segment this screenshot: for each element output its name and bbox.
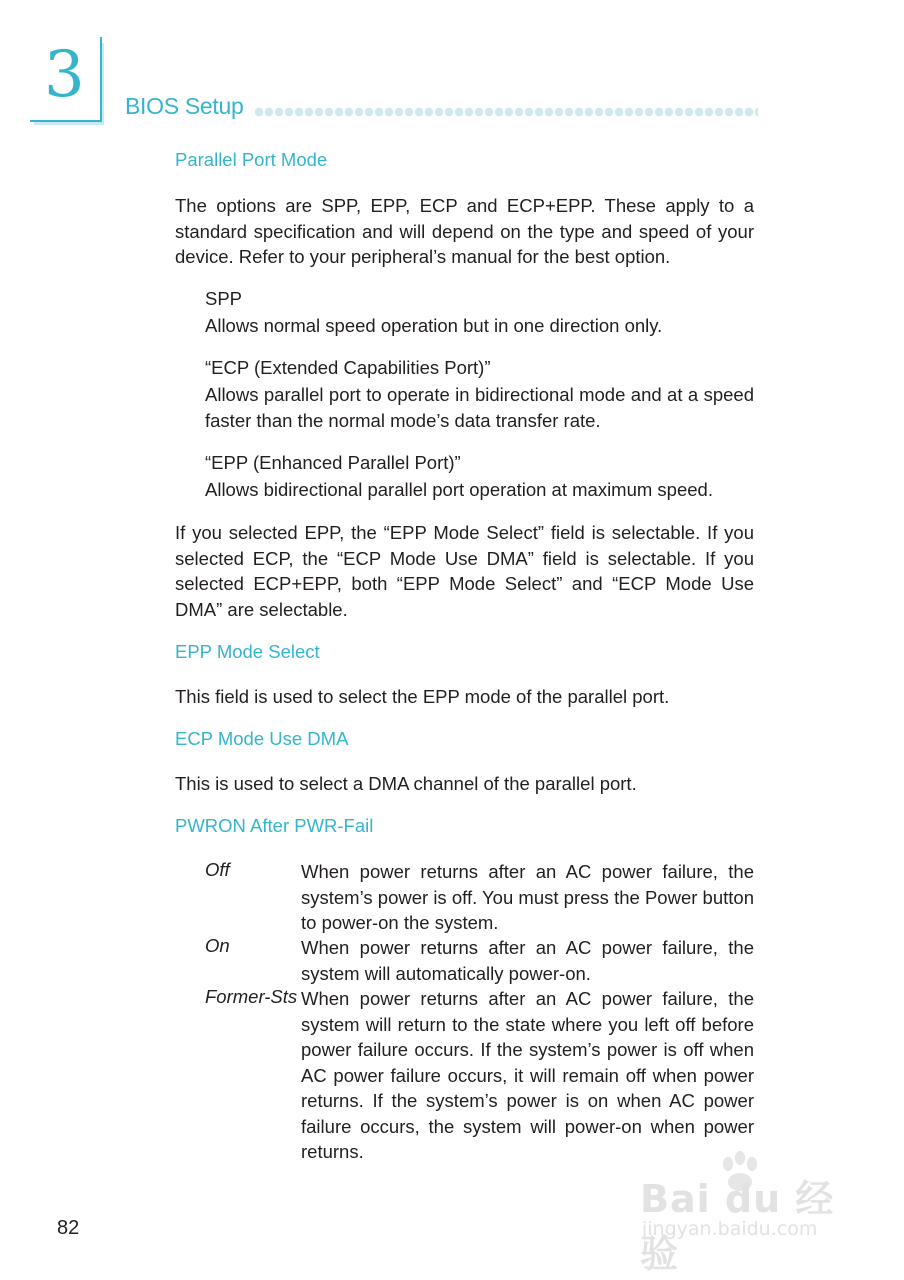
desc-off: When power returns after an AC power failure, the system’s power is off. You must press the Power button to power-on the system. <box>301 861 754 933</box>
chapter-number: 3 <box>44 38 85 112</box>
parallel-port-mode-note: If you selected EPP, the “EPP Mode Select” field is selectable. If you selected ECP, the “ECP Mode Use DMA” field is selectable. If you selected ECP+EPP, both “EPP Mode Select” and “ECP Mode Use DMA” are selectable. <box>175 522 754 620</box>
option-desc-ecp: Allows parallel port to operate in bidirectional mode and at a speed faster than the normal mode’s data transfer rate. <box>205 384 754 431</box>
section-heading-parallel-port-mode: Parallel Port Mode <box>175 149 328 170</box>
term-on: On <box>205 935 230 956</box>
epp-mode-select-body: This field is used to select the EPP mode of the parallel port. <box>175 686 670 707</box>
page-number: 82 <box>57 1217 80 1239</box>
section-heading-epp-mode-select: EPP Mode Select <box>175 641 320 662</box>
chapter-title: BIOS Setup <box>125 93 244 119</box>
option-title-spp: SPP <box>205 288 243 309</box>
watermark-url: jingyan.baidu.com <box>642 1218 818 1240</box>
parallel-port-mode-intro: The options are SPP, EPP, ECP and ECP+EPP. These apply to a standard specification and will depend on the type and speed of your device. Refer to your peripheral’s manual for the best option. <box>175 195 754 267</box>
desc-on: When power returns after an AC power failure, the system will automatically power-on. <box>301 937 754 984</box>
header-dot-rule <box>254 107 758 117</box>
section-heading-pwron-after-pwr-fail: PWRON After PWR-Fail <box>175 815 374 836</box>
term-former-sts: Former-Sts <box>205 986 298 1007</box>
option-title-epp: “EPP (Enhanced Parallel Port)” <box>205 452 461 473</box>
ecp-mode-use-dma-body: This is used to select a DMA channel of the parallel port. <box>175 773 637 794</box>
baidu-watermark <box>640 1150 860 1276</box>
option-desc-epp: Allows bidirectional parallel port operation at maximum speed. <box>205 479 713 500</box>
option-desc-spp: Allows normal speed operation but in one direction only. <box>205 315 663 336</box>
watermark-logo: Bai du 经验 <box>640 1177 835 1276</box>
desc-former-sts: When power returns after an AC power failure, the system will return to the state where you left off before power failure occurs. If the system’s power is off when AC power failure occurs, it will remain off when power returns. If the system’s power is on when AC power failure occurs, the system will power-on when power returns. <box>301 988 754 1162</box>
option-title-ecp: “ECP (Extended Capabilities Port)” <box>205 357 491 378</box>
term-off: Off <box>205 859 230 880</box>
section-heading-ecp-mode-use-dma: ECP Mode Use DMA <box>175 728 349 749</box>
chapter-marker <box>30 37 104 125</box>
